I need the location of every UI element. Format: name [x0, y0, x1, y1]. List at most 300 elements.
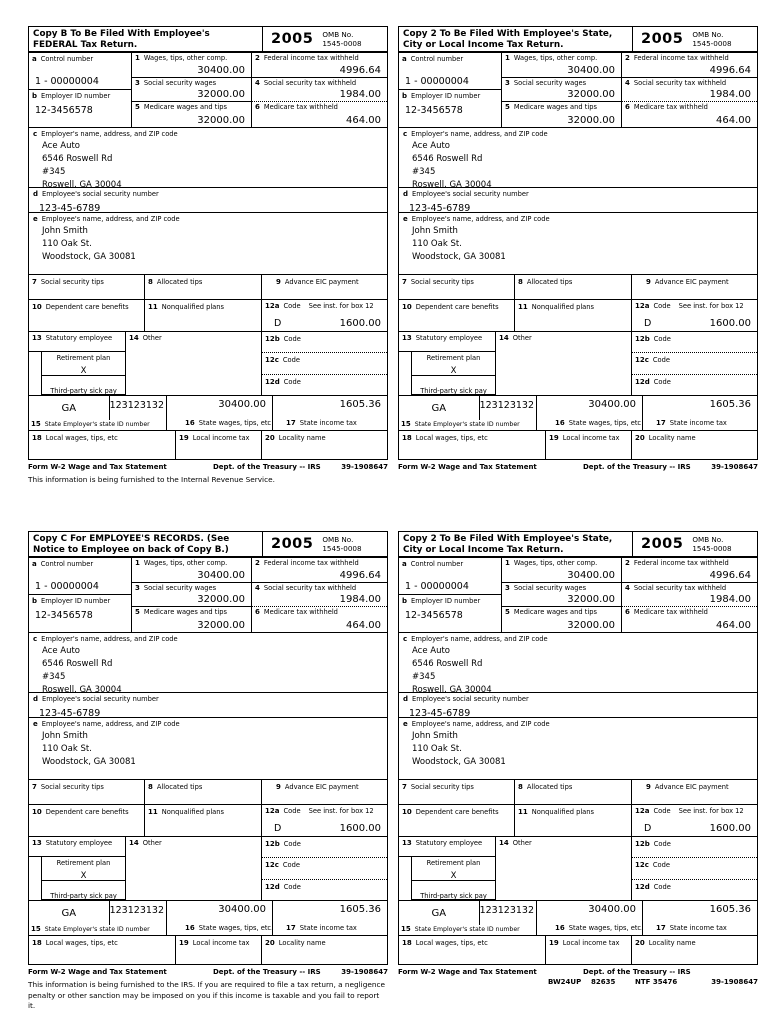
box-16-number: 16: [185, 419, 195, 428]
box-3-ss-wages: [502, 583, 621, 608]
employee-address-line1: 110 Oak St.: [42, 238, 92, 249]
employer-address-line3: Roswell, GA 30004: [42, 685, 122, 696]
box-b-number: b: [402, 597, 408, 605]
box-12b-label: [265, 335, 384, 344]
box-6-value: 464.00: [346, 620, 381, 631]
box-12a-label: [635, 302, 754, 311]
boxes-7-8-9-row: [399, 275, 757, 300]
box-8-label: [518, 278, 628, 287]
box-7-text: Social security tips: [410, 783, 474, 791]
box-18-label: [402, 434, 542, 443]
box-12a-amount-value: 1600.00: [339, 318, 381, 329]
footer-dept: Dept. of the Treasury -- IRS: [583, 968, 691, 976]
box-a-number: a: [32, 560, 37, 568]
box-20-text: Locality name: [278, 434, 326, 442]
box-12b: [262, 332, 387, 353]
box-3-text: Social security wages: [513, 78, 587, 87]
box-b-employer-id: [399, 90, 501, 127]
employer-address-line1: 6546 Roswell Rd: [412, 658, 483, 669]
box-13-label: [402, 839, 492, 848]
box-10-dependent-care: [29, 300, 145, 331]
box-13-text: Statutory employee: [415, 839, 483, 847]
box-b-text: Employer ID number: [411, 597, 481, 605]
box-e-label: [33, 215, 383, 224]
form-header: [399, 27, 757, 53]
box-a-number: a: [402, 560, 407, 568]
form-footer: [28, 463, 388, 471]
box-16-label: [537, 419, 642, 428]
w2-form-copy-2-state-bottom: [398, 531, 758, 988]
footer-form-name: Form W-2 Wage and Tax Statement: [28, 463, 167, 471]
box-18-text: Local wages, tips, etc: [45, 939, 118, 947]
box-9-text: Advance EIC payment: [654, 783, 729, 791]
box-1-label: [505, 54, 618, 63]
box-d-text: Employee's social security number: [42, 695, 159, 703]
employer-address-line2: #345: [42, 672, 66, 683]
box-16-label: [167, 419, 272, 428]
box-14-text: Other: [142, 839, 162, 847]
box-8-allocated-tips: [145, 780, 262, 804]
form-footer: [398, 463, 758, 471]
box-15-label: [29, 925, 166, 935]
box-20-text: Locality name: [648, 434, 696, 442]
box-15-number: 15: [401, 420, 411, 428]
box-b-number: b: [32, 92, 38, 100]
box-12a-text: Code: [283, 807, 301, 815]
box-c-number: c: [403, 130, 408, 138]
box-12b: [262, 837, 387, 858]
box-14-text: Other: [512, 839, 532, 847]
box-3-value: 32000.00: [197, 89, 245, 101]
box-12b: [632, 332, 757, 353]
box-e-employee-address: [399, 213, 757, 275]
box-15-number: 15: [31, 420, 41, 428]
box-15-text: State Employer's state ID number: [414, 421, 520, 428]
employee-address-line2: Woodstock, GA 30081: [412, 757, 506, 768]
box-15-label: [399, 420, 536, 430]
employee-address-line1: 110 Oak St.: [412, 743, 462, 754]
box-1-number: 1: [505, 54, 510, 62]
box-12b-label: [635, 335, 754, 344]
boxes-1-3-5-column: [502, 558, 622, 632]
box-b-text: Employer ID number: [41, 92, 111, 100]
boxes-12bcd-column: [632, 332, 757, 395]
box-17-number: 17: [286, 419, 296, 428]
third-party-sick-pay-label: Third-party sick pay: [50, 892, 117, 900]
box-3-number: 3: [505, 583, 510, 592]
box-18-text: Local wages, tips, etc: [45, 434, 118, 442]
employee-address-line1: 110 Oak St.: [412, 238, 462, 249]
box-12a-note: See inst. for box 12: [678, 807, 744, 815]
box-12a-text: Code: [653, 807, 671, 815]
box-5-label: [135, 608, 248, 617]
box-4-text: Social security tax withheld: [633, 583, 727, 592]
box-17-number: 17: [656, 924, 666, 933]
box-8-label: [148, 783, 258, 792]
box-14-other: [125, 332, 262, 395]
box-7-text: Social security tips: [410, 278, 474, 286]
box-13-third-party-sick-pay: [41, 881, 125, 900]
box-12c: [632, 353, 757, 375]
box-13-statutory-employee: [29, 332, 125, 352]
boxes-15-16-17-row: [29, 901, 387, 936]
box-c-employer-address: [399, 633, 757, 696]
box-12d-text: Code: [653, 883, 671, 891]
box-15-state: [29, 901, 167, 935]
box-12c-text: Code: [282, 356, 301, 364]
box-10-number: 10: [32, 303, 42, 311]
box-d-number: d: [403, 190, 409, 198]
box-12c-label: [635, 356, 754, 365]
box-12b-number: 12b: [265, 840, 280, 848]
box-a-number: a: [402, 55, 407, 63]
box-5-medicare-wages: [502, 607, 621, 632]
box-b-employer-id: [29, 90, 131, 127]
box-2-federal-tax: [252, 53, 387, 78]
box-b-number: b: [402, 92, 408, 100]
year-omb-box: [263, 532, 387, 556]
box-3-label: [135, 79, 248, 88]
box-c-text: Employer's name, address, and ZIP code: [411, 635, 548, 643]
control-number-value: 1 - 00000004: [35, 581, 99, 592]
box-20-locality-name: [632, 431, 757, 459]
box-12d-number: 12d: [265, 883, 280, 891]
w2-form-copy-b: [28, 26, 388, 486]
box-9-text: Advance EIC payment: [654, 278, 729, 286]
box-20-number: 20: [265, 434, 275, 442]
box-7-text: Social security tips: [40, 783, 104, 791]
box-19-number: 19: [549, 939, 559, 947]
box-17-label: [273, 924, 387, 933]
boxes-2-4-6-column: [252, 558, 387, 632]
box-3-text: Social security wages: [513, 583, 587, 592]
box-12d-label: [635, 378, 754, 387]
year-omb-box: [633, 27, 757, 51]
box-10-number: 10: [32, 808, 42, 816]
box-1-label: [505, 559, 618, 568]
box-d-employee-ssn: [399, 188, 757, 213]
boxes-13-14-12bcd-section: [29, 332, 387, 396]
box-7-label: [402, 278, 511, 287]
state-abbrev-value: GA: [29, 396, 110, 420]
box-12d: [262, 375, 387, 395]
box-12c-label: [265, 861, 384, 870]
box-2-text: Federal income tax withheld: [633, 54, 729, 62]
box-12d-text: Code: [653, 378, 671, 386]
box-e-text: Employee's name, address, and ZIP code: [41, 720, 180, 728]
box-13-column: [399, 332, 495, 395]
omb-label: OMB No.: [692, 30, 724, 39]
form-footer-line2: [398, 978, 758, 986]
box-12d-text: Code: [283, 378, 301, 386]
box-12d: [262, 880, 387, 900]
box-8-text: Allocated tips: [526, 783, 573, 791]
box-b-label: [402, 597, 498, 606]
boxes-10-11-12a-row: [399, 805, 757, 837]
box-12a-note: See inst. for box 12: [308, 302, 374, 310]
box-12a-amount-value: 1600.00: [709, 823, 751, 834]
box-18-local-wages: [29, 431, 176, 459]
boxes-18-19-20-row: [399, 936, 757, 964]
box-14-label: [499, 839, 628, 848]
box-14-number: 14: [129, 839, 139, 847]
box-1-value: 30400.00: [197, 569, 245, 581]
box-12a-text: Code: [283, 302, 301, 310]
state-abbrev-value: GA: [29, 901, 110, 925]
box-4-number: 4: [255, 583, 260, 592]
box-10-number: 10: [402, 303, 412, 311]
box-16-text: State wages, tips, etc.: [198, 924, 274, 933]
box-2-number: 2: [625, 559, 630, 567]
box-12a: [262, 805, 387, 836]
box-3-value: 32000.00: [567, 594, 615, 606]
box-1-wages: [132, 558, 251, 583]
box-18-label: [402, 939, 542, 948]
box-4-text: Social security tax withheld: [633, 78, 727, 87]
employee-name: John Smith: [412, 730, 458, 741]
box-2-number: 2: [255, 559, 260, 567]
box-15-state: [399, 396, 537, 430]
box-4-label: [625, 79, 754, 88]
box-7-label: [32, 783, 141, 792]
box-18-number: 18: [32, 434, 42, 442]
box-b-label: [32, 92, 128, 101]
box-12a-note: See inst. for box 12: [678, 302, 744, 310]
box-2-value: 4996.64: [339, 64, 381, 76]
boxes-a-to-6: [29, 53, 387, 128]
left-id-column: [29, 53, 132, 127]
box-3-value: 32000.00: [197, 594, 245, 606]
box-9-label: [646, 278, 754, 287]
copy-title: [399, 532, 633, 556]
copy-title-line2: Notice to Employee on back of Copy B.): [33, 544, 229, 555]
boxes-13-14-12bcd-section: [399, 837, 757, 901]
box-12d: [632, 880, 757, 900]
boxes-18-19-20-row: [29, 431, 387, 459]
box-3-number: 3: [505, 78, 510, 87]
omb-label: OMB No.: [322, 535, 354, 544]
w2-form-body: [28, 531, 388, 965]
tax-year: 2005: [641, 536, 684, 552]
box-10-text: Dependent care benefits: [415, 303, 499, 311]
box-7-number: 7: [32, 783, 37, 791]
employer-address-line3: Roswell, GA 30004: [412, 685, 492, 696]
box-12a-entry: [635, 318, 754, 329]
boxes-12bcd-column: [632, 837, 757, 900]
footer-code: 39-1908647: [341, 968, 388, 976]
box-13-retirement-plan: [411, 857, 495, 881]
employee-ssn-value: 123-45-6789: [39, 202, 101, 214]
box-2-label: [255, 54, 384, 63]
boxes-10-11-12a-row: [29, 300, 387, 332]
box-4-ss-tax: [252, 78, 387, 103]
boxes-7-8-9-row: [29, 275, 387, 300]
copy-title-line1: Copy C For EMPLOYEE'S RECORDS. (See: [33, 534, 230, 544]
box-18-text: Local wages, tips, etc: [415, 939, 488, 947]
box-8-allocated-tips: [515, 275, 632, 299]
boxes-13-14-12bcd-section: [399, 332, 757, 396]
box-4-label: [255, 79, 384, 88]
retirement-plan-checkmark: X: [80, 870, 87, 881]
omb-label: OMB No.: [692, 535, 724, 544]
box-12b: [632, 837, 757, 858]
box-c-employer-address: [29, 633, 387, 696]
box-d-employee-ssn: [399, 693, 757, 718]
box-a-label: [402, 560, 498, 569]
box-11-label: [518, 808, 628, 817]
box-e-label: [33, 720, 383, 729]
box-5-label: [505, 608, 618, 617]
box-5-value: 32000.00: [197, 620, 245, 631]
w2-form-copy-2-state-top: [398, 26, 758, 475]
employer-name: Ace Auto: [42, 140, 81, 151]
box-14-label: [129, 334, 258, 343]
box-6-text: Medicare tax withheld: [633, 103, 708, 112]
box-5-text: Medicare wages and tips: [513, 608, 597, 617]
box-14-other: [495, 332, 632, 395]
box-12d-number: 12d: [635, 883, 650, 891]
box-8-text: Allocated tips: [526, 278, 573, 286]
form-footer: [28, 968, 388, 976]
box-5-text: Medicare wages and tips: [143, 103, 227, 112]
boxes-7-8-9-row: [29, 780, 387, 805]
omb-value: 1545-0008: [322, 39, 362, 48]
box-13-retirement-plan: [411, 352, 495, 376]
box-15-values: [399, 901, 536, 925]
box-13-label: [32, 334, 122, 343]
box-15-state: [399, 901, 537, 935]
copy-title-line1: Copy 2 To Be Filed With Employee's State,: [403, 534, 613, 544]
box-d-text: Employee's social security number: [42, 190, 159, 198]
box-12c-number: 12c: [635, 861, 649, 869]
box-19-number: 19: [179, 434, 189, 442]
box-12d-label: [265, 883, 384, 892]
box-17-label: [643, 419, 757, 428]
box-20-locality-name: [262, 936, 387, 964]
left-id-column: [399, 558, 502, 632]
box-13-third-party-sick-pay: [41, 376, 125, 395]
box-16-value: 30400.00: [218, 399, 266, 410]
box-17-number: 17: [286, 924, 296, 933]
box-11-text: Nonqualified plans: [531, 303, 595, 311]
box-12c-number: 12c: [635, 356, 649, 364]
box-14-number: 14: [129, 334, 139, 342]
box-19-text: Local income tax: [562, 939, 620, 947]
box-19-local-income-tax: [546, 936, 632, 964]
box-12c: [262, 858, 387, 880]
box-e-number: e: [33, 720, 38, 728]
box-9-text: Advance EIC payment: [284, 278, 359, 286]
box-11-label: [148, 303, 258, 312]
box-16-text: State wages, tips, etc: [198, 419, 272, 428]
box-17-value: 1605.36: [709, 904, 751, 915]
box-1-value: 30400.00: [567, 569, 615, 581]
boxes-1-3-5-column: [132, 558, 252, 632]
box-3-label: [505, 79, 618, 88]
box-15-number: 15: [401, 925, 411, 933]
employee-name: John Smith: [412, 225, 458, 236]
box-11-number: 11: [518, 303, 528, 311]
footer-dept: Dept. of the Treasury -- IRS: [583, 463, 691, 471]
box-8-label: [518, 783, 628, 792]
box-8-text: Allocated tips: [156, 783, 203, 791]
box-7-number: 7: [402, 278, 407, 286]
box-19-label: [549, 939, 628, 948]
box-7-number: 7: [402, 783, 407, 791]
box-16-state-wages: [537, 396, 643, 430]
box-5-value: 32000.00: [567, 620, 615, 631]
box-1-number: 1: [135, 559, 140, 567]
box-1-text: Wages, tips, other comp.: [513, 559, 598, 567]
employer-name: Ace Auto: [412, 140, 451, 151]
box-4-text: Social security tax withheld: [263, 78, 357, 87]
box-12d: [632, 375, 757, 395]
employee-ssn-value: 123-45-6789: [409, 202, 471, 214]
box-6-number: 6: [255, 608, 260, 617]
box-5-number: 5: [135, 103, 140, 112]
box-12a-code-value: D: [274, 318, 282, 329]
employee-ssn-value: 123-45-6789: [409, 707, 471, 719]
box-6-value: 464.00: [716, 620, 751, 631]
box-8-allocated-tips: [145, 275, 262, 299]
omb-label: OMB No.: [322, 30, 354, 39]
box-12a-note: See inst. for box 12: [308, 807, 374, 815]
box-12a-label: [265, 807, 384, 816]
box-15-label: [29, 420, 166, 430]
box-16-text: State wages, tips, etc: [568, 419, 642, 428]
box-15-text: State Employer's state ID number: [44, 421, 150, 428]
w2-form-body: [28, 26, 388, 460]
box-9-label: [276, 278, 384, 287]
boxes-1-3-5-column: [502, 53, 622, 127]
box-12a: [632, 805, 757, 836]
box-12c-text: Code: [652, 356, 671, 364]
box-9-advance-eic: [262, 780, 387, 804]
boxes-10-11-12a-row: [399, 300, 757, 332]
box-b-label: [402, 92, 498, 101]
box-4-value: 1984.00: [709, 89, 751, 101]
box-e-label: [403, 720, 753, 729]
box-14-text: Other: [512, 334, 532, 342]
box-12a: [262, 300, 387, 331]
box-3-ss-wages: [132, 78, 251, 103]
box-16-text: State wages, tips, etc.: [568, 924, 644, 933]
box-e-number: e: [33, 215, 38, 223]
box-2-text: Federal income tax withheld: [263, 54, 359, 62]
box-4-text: Social security tax withheld: [263, 583, 357, 592]
employer-name: Ace Auto: [412, 645, 451, 656]
boxes-a-to-6: [399, 53, 757, 128]
box-3-text: Social security wages: [143, 583, 217, 592]
box-1-label: [135, 559, 248, 568]
box-17-text: State income tax: [299, 419, 357, 428]
third-party-sick-pay-label: Third-party sick pay: [420, 387, 487, 395]
box-7-ss-tips: [399, 275, 515, 299]
box-5-number: 5: [135, 608, 140, 617]
employee-address-line2: Woodstock, GA 30081: [412, 252, 506, 263]
employer-id-value: 12-3456578: [35, 609, 93, 621]
box-13-number: 13: [32, 334, 42, 342]
box-17-value: 1605.36: [339, 399, 381, 410]
left-id-column: [399, 53, 502, 127]
box-12d-number: 12d: [635, 378, 650, 386]
box-12a-number: 12a: [635, 302, 650, 310]
box-a-control-number: [29, 53, 131, 90]
box-8-label: [148, 278, 258, 287]
box-20-locality-name: [262, 431, 387, 459]
box-6-number: 6: [625, 103, 630, 112]
employer-id-value: 12-3456578: [405, 609, 463, 621]
